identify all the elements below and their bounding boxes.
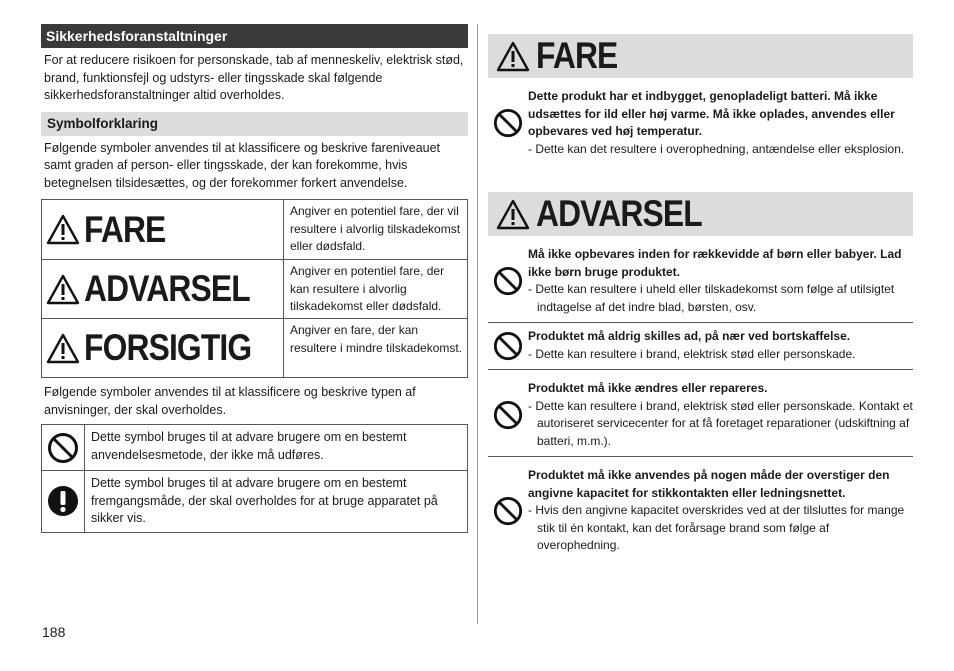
symbol-description: Dette symbol bruges til at advare brugere om en bestemt fremgangsmåde, der skal overholdes for at bruge apparatet på sikker vis.: [84, 471, 467, 532]
hazard-description: Angiver en potentiel fare, der vil resultere i alvorlig tilskadekomst eller dødsfald.: [283, 200, 467, 259]
hazard-level-row-caution: [42, 318, 467, 377]
warning-triangle-icon: [496, 199, 530, 230]
hazard-level-label: [42, 260, 283, 318]
warning-block: [488, 236, 913, 323]
warning-triangle-icon: [496, 41, 530, 72]
hazard-level-label: [42, 319, 283, 377]
hazard-word-danger: FARE: [84, 208, 166, 250]
danger-header: [488, 34, 913, 78]
intro-text: For at reducere risikoen for personskade, tab af menneskeliv, elektrisk stød, brand, funktionsfejl og udstyrs- eller tingsskade skal følgende sikkerhedsforanstaltninger altid overholdes.: [44, 53, 464, 102]
column-divider: [477, 24, 478, 624]
right-column: [488, 34, 913, 561]
page-number: 188: [42, 624, 66, 640]
symbol-description: Dette symbol bruges til at advare brugere om en bestemt anvendelsesmetode, der ikke må udføres.: [84, 425, 467, 470]
warning-title: Produktet må aldrig skilles ad, på nær ved bortskaffelse.: [528, 329, 851, 343]
warning-title: Dette produkt har et indbygget, genopladeligt batteri. Må ikke udsættes for ild eller høj varme. Må ikke oplades, anvendes eller opbevares ved høj temperatur.: [528, 89, 895, 138]
warning-block: [488, 323, 913, 370]
warning-item: - Dette kan resultere i brand, elektrisk stød eller personskade. Kontakt et autoriseret servicecenter for at få foretaget reparationer (udskiftning af batteri, m.m.).: [528, 398, 913, 448]
hazard-level-table: [41, 199, 468, 378]
hazard-description: Angiver en potentiel fare, der kan resultere i alvorlig tilskadekomst eller dødsfald.: [283, 260, 467, 318]
warning-item: - Dette kan det resultere i overophedning, antændelse eller eksplosion.: [528, 141, 905, 156]
symbols-intro-text: Følgende symboler anvendes til at klassificere og beskrive typen af anvisninger, der skal overholdes.: [44, 385, 416, 417]
warning-block: [488, 370, 913, 457]
prohibition-icon: [47, 432, 79, 464]
symbol-table: [41, 424, 468, 533]
prohibition-icon: [493, 400, 523, 430]
section-title: Sikkerhedsforanstaltninger: [41, 24, 468, 48]
symbol-heading: Symbolforklaring: [41, 112, 468, 136]
symbol-row-prohibition: [42, 425, 467, 470]
warning-triangle-icon: [46, 333, 80, 364]
warning-title: Må ikke opbevares inden for rækkevidde af børn eller babyer. Lad ikke børn bruge produktet.: [528, 247, 902, 279]
hazard-word-caution: FORSIGTIG: [84, 327, 252, 369]
warning-item: - Hvis den angivne kapacitet overskrides ved at der tilsluttes for mange stik til én kontakt, kan det forårsage brand som følge af overophedning.: [528, 503, 905, 552]
warning-word: ADVARSEL: [536, 193, 702, 235]
danger-word: FARE: [536, 35, 618, 77]
warning-block: [488, 457, 913, 561]
left-column: [41, 24, 468, 533]
prohibition-icon: [493, 496, 523, 526]
hazard-description: Angiver en fare, der kan resultere i mindre tilskadekomst.: [283, 319, 467, 377]
warning-triangle-icon: [46, 274, 80, 305]
warning-header: [488, 192, 913, 236]
symbol-row-mandatory: [42, 470, 467, 532]
prohibition-icon: [493, 331, 523, 361]
levels-intro-text: Følgende symboler anvendes til at klassificere og beskrive fareniveauet samt graden af person- eller tingsskade, der kan forekomme, hvis betegnelsen tilsidesættes, og der forekommer forkert anvendelse.: [44, 140, 441, 190]
danger-block: [488, 78, 913, 164]
mandatory-action-icon: [47, 485, 79, 517]
hazard-level-row-danger: [42, 200, 467, 259]
warning-title: Produktet må ikke anvendes på nogen måde der overstiger den angivne kapacitet for stikkontakten eller ledningsnettet.: [528, 468, 890, 500]
warning-triangle-icon: [46, 214, 80, 245]
prohibition-icon: [493, 108, 523, 138]
warning-item: - Dette kan resultere i brand, elektrisk stød eller personskade.: [528, 346, 856, 361]
prohibition-icon: [493, 266, 523, 296]
hazard-level-label: [42, 200, 283, 259]
warning-title: Produktet må ikke ændres eller repareres.: [528, 381, 768, 395]
warning-item: - Dette kan resultere i uheld eller tilskadekomst som følge af utilsigtet indtagelse af det indre blad, børsten, osv.: [528, 282, 895, 314]
hazard-level-row-warning: [42, 259, 467, 318]
hazard-word-warning: ADVARSEL: [84, 268, 250, 310]
